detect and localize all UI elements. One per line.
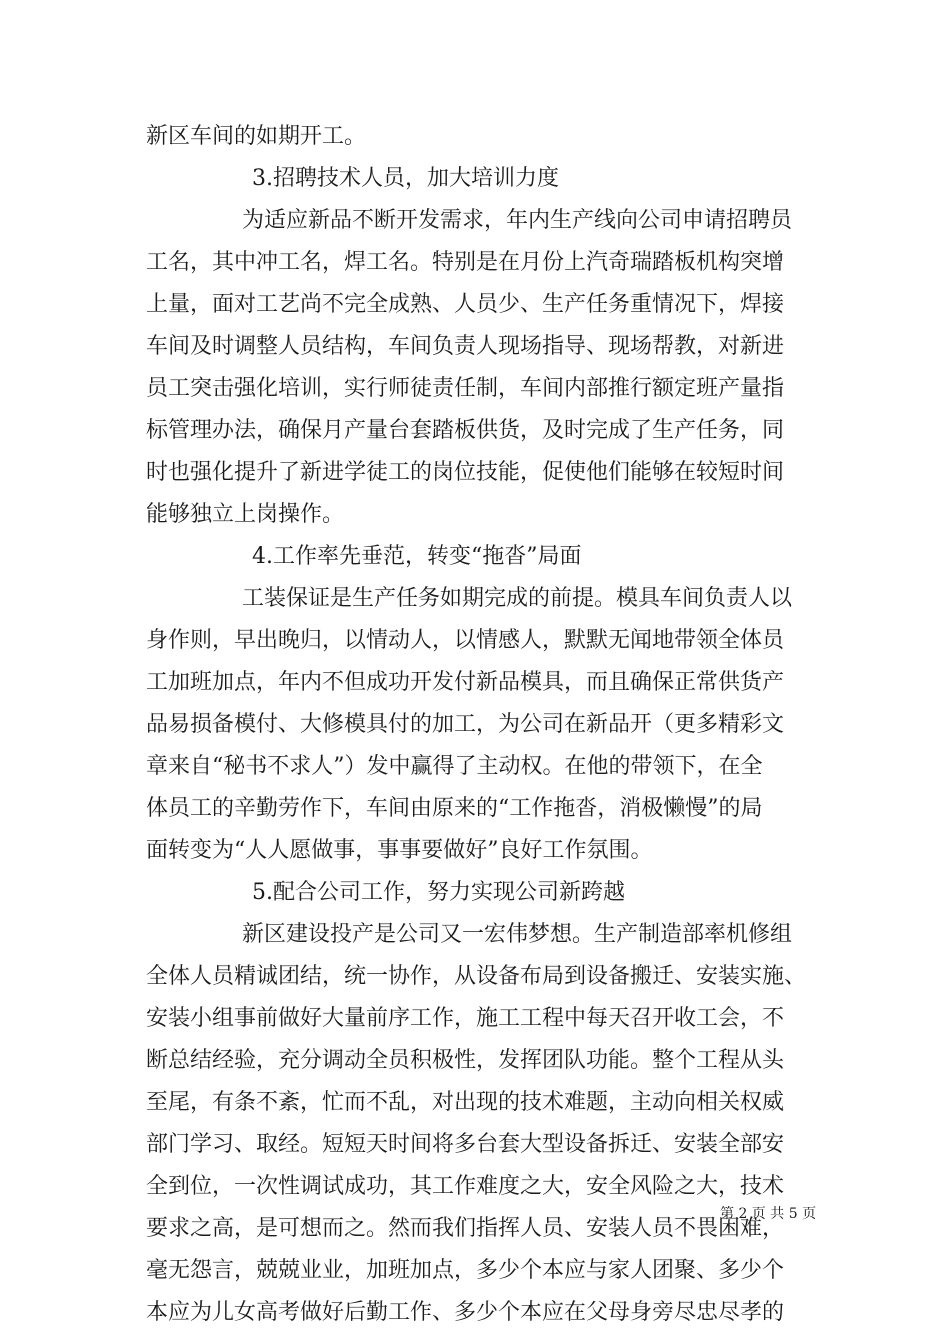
text-line: 新区车间的如期开工。: [146, 124, 367, 149]
text-line: 体员工的辛勤劳作下，车间由原来的“工作拖沓，消极懒慢”的局: [146, 796, 763, 821]
paragraph-first-line: 新区建设投产是公司又一宏伟梦想。生产制造部率机修组: [242, 922, 793, 947]
text-line: 员工突击强化培训，实行师徒责任制，车间内部推行额定班产量指: [146, 376, 785, 401]
text-line: 能够独立上岗操作。: [146, 502, 345, 527]
text-line: 章来自“秘书不求人”）发中赢得了主动权。在他的带领下，在全: [146, 754, 763, 779]
text-line: 断总结经验，充分调动全员积极性，发挥团队功能。整个工程从头: [146, 1048, 785, 1073]
text-line: 全到位，一次性调试成功，其工作难度之大，安全风险之大，技术: [146, 1174, 785, 1199]
page-number-footer: 第 2 页 共 5 页: [720, 1206, 817, 1222]
text-line: 毫无怨言，兢兢业业，加班加点，多少个本应与家人团聚、多少个: [146, 1258, 785, 1283]
paragraph-first-line: 工装保证是生产任务如期完成的前提。模具车间负责人以: [242, 586, 793, 611]
paragraph-first-line: 为适应新品不断开发需求，年内生产线向公司申请招聘员: [242, 208, 793, 233]
text-line: 本应为儿女高考做好后勤工作、多少个本应在父母身旁尽忠尽孝的: [146, 1300, 785, 1325]
text-line: 时也强化提升了新进学徒工的岗位技能，促使他们能够在较短时间: [146, 460, 785, 485]
text-line: 全体人员精诚团结，统一协作，从设备布局到设备搬迁、安装实施、: [146, 964, 807, 989]
text-line: 至尾，有条不紊，忙而不乱，对出现的技术难题，主动向相关权威: [146, 1090, 785, 1115]
text-line: 车间及时调整人员结构，车间负责人现场指导、现场帮教，对新进: [146, 334, 785, 359]
text-line: 面转变为“人人愿做事，事事要做好”良好工作氛围。: [146, 838, 653, 863]
section-heading: 3.招聘技术人员，加大培训力度: [252, 166, 559, 191]
text-line: 工加班加点，年内不但成功开发付新品模具，而且确保正常供货产: [146, 670, 785, 695]
document-body: [146, 116, 810, 1334]
text-line: 工名，其中冲工名，焊工名。特别是在月份上汽奇瑞踏板机构突增: [146, 250, 785, 275]
text-line: 部门学习、取经。短短天时间将多台套大型设备拆迁、安装全部安: [146, 1132, 785, 1157]
text-line: 要求之高，是可想而之。然而我们指挥人员、安装人员不畏困难，: [146, 1216, 785, 1241]
text-line: 标管理办法，确保月产量台套踏板供货，及时完成了生产任务，同: [146, 418, 785, 443]
section-heading: 4.工作率先垂范，转变“拖沓”局面: [252, 544, 582, 569]
text-line: 品易损备模付、大修模具付的加工，为公司在新品开（更多精彩文: [146, 712, 785, 737]
section-heading: 5.配合公司工作，努力实现公司新跨越: [252, 880, 625, 905]
text-line: 安装小组事前做好大量前序工作，施工工程中每天召开收工会，不: [146, 1006, 785, 1031]
text-line: 身作则，早出晚归，以情动人，以情感人，默默无闻地带领全体员: [146, 628, 785, 653]
text-line: 上量，面对工艺尚不完全成熟、人员少、生产任务重情况下，焊接: [146, 292, 785, 317]
